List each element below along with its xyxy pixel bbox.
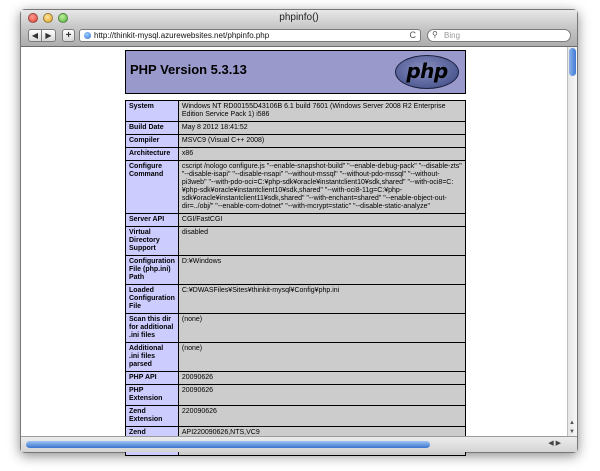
vertical-scrollbar[interactable] [567, 47, 577, 438]
table-row [126, 214, 466, 227]
table-row [126, 227, 466, 256]
row-value: D:¥Windows [178, 256, 465, 285]
browser-window [20, 9, 578, 453]
row-key: Loaded Configuration File [126, 285, 179, 314]
table-row [126, 161, 466, 214]
row-key: Compiler [126, 135, 179, 148]
search-icon: ⚲ [432, 30, 438, 39]
url-text[interactable]: http://thinkit-mysql.azurewebsites.net/phpinfo.php [94, 31, 270, 40]
address-bar[interactable] [79, 29, 421, 42]
table-row [126, 343, 466, 372]
browser-toolbar [21, 26, 577, 47]
reload-icon[interactable]: C [409, 30, 416, 40]
row-value: CGI/FastCGI [178, 214, 465, 227]
add-bookmark-button[interactable]: + [62, 29, 75, 42]
info-table [125, 100, 466, 456]
scroll-up-icon[interactable]: ▲ [569, 420, 575, 426]
row-key: Scan this dir for additional .ini files [126, 314, 179, 343]
row-key: Zend Extension [126, 406, 179, 427]
table-row [126, 101, 466, 122]
page-title: PHP Version 5.3.13 [130, 62, 247, 77]
table-row [126, 406, 466, 427]
nav-buttons [28, 29, 56, 42]
row-key: Architecture [126, 148, 179, 161]
table-row [126, 256, 466, 285]
table-row [126, 148, 466, 161]
row-key: Zend [126, 427, 179, 456]
row-key: PHP API [126, 372, 179, 385]
search-field[interactable] [427, 29, 571, 42]
table-row [126, 285, 466, 314]
row-value: 20090626 [178, 372, 465, 385]
row-value: x86 [178, 148, 465, 161]
vertical-scroll-thumb[interactable] [569, 48, 576, 76]
row-value: C:¥DWASFiles¥Sites¥thinkit-mysql¥Config¥php.ini [178, 285, 465, 314]
row-key: PHP Extension [126, 385, 179, 406]
table-row [126, 385, 466, 406]
row-value: (none) [178, 343, 465, 372]
window-title: phpinfo() [279, 12, 319, 23]
table-row [126, 122, 466, 135]
row-key: Virtual Directory Support [126, 227, 179, 256]
table-row [126, 314, 466, 343]
row-key: Configuration File (php.ini) Path [126, 256, 179, 285]
row-key: Build Date [126, 122, 179, 135]
scroll-arrows-icon[interactable]: ◀▶ [548, 440, 563, 447]
row-value: (none) [178, 314, 465, 343]
page-content [21, 47, 569, 438]
row-value: cscript /nologo configure.js "--enable-snapshot-build" "--enable-debug-pack" "--disable-zts" "--disable-isapi" "--disable-nsapi" "--without-mssql" "--without-pdo-mssql" "--without-pi3web" "--with-pdo-oci=C:¥php-sdk¥oracle¥instantclient10¥sdk,shared" "--with-oci8=C:¥php-sdk¥oracle¥instantclient10¥sdk,shared" "--with-oci8-11g=C:¥php-sdk¥oracle¥instantclient11¥sdk,shared" "--with-enchant=shared" "--enable-object-out-dir=../obj/" "--enable-com-dotnet" "--with-mcrypt=static" "--disable-static-analyze" [178, 161, 465, 214]
row-value: 220090626 [178, 406, 465, 427]
horizontal-scrollbar[interactable] [21, 436, 577, 452]
row-value: Windows NT RD00155D43106B 6.1 build 7601 (Windows Server 2008 R2 Enterprise Edition Service Pack 1) i586 [178, 101, 465, 122]
forward-button[interactable]: ▶ [42, 29, 56, 42]
php-logo-text: php [406, 59, 448, 83]
horizontal-scroll-thumb[interactable] [26, 441, 430, 448]
title-bar[interactable] [21, 10, 577, 26]
php-header [125, 50, 466, 94]
search-placeholder[interactable]: Bing [444, 31, 461, 40]
scroll-down-icon[interactable]: ▼ [569, 429, 575, 435]
back-button[interactable]: ◀ [28, 29, 42, 42]
table-row [126, 372, 466, 385]
row-key: Additional .ini files parsed [126, 343, 179, 372]
row-value: MSVC9 (Visual C++ 2008) [178, 135, 465, 148]
globe-icon [84, 32, 91, 39]
row-value: disabled [178, 227, 465, 256]
row-key: Server API [126, 214, 179, 227]
php-logo [395, 55, 459, 89]
row-value: May 8 2012 18:41:52 [178, 122, 465, 135]
row-value: API220090626,NTS,VC9 [178, 427, 465, 456]
row-key: Configure Command [126, 161, 179, 214]
row-value: 20090626 [178, 385, 465, 406]
row-key: System [126, 101, 179, 122]
table-row [126, 135, 466, 148]
